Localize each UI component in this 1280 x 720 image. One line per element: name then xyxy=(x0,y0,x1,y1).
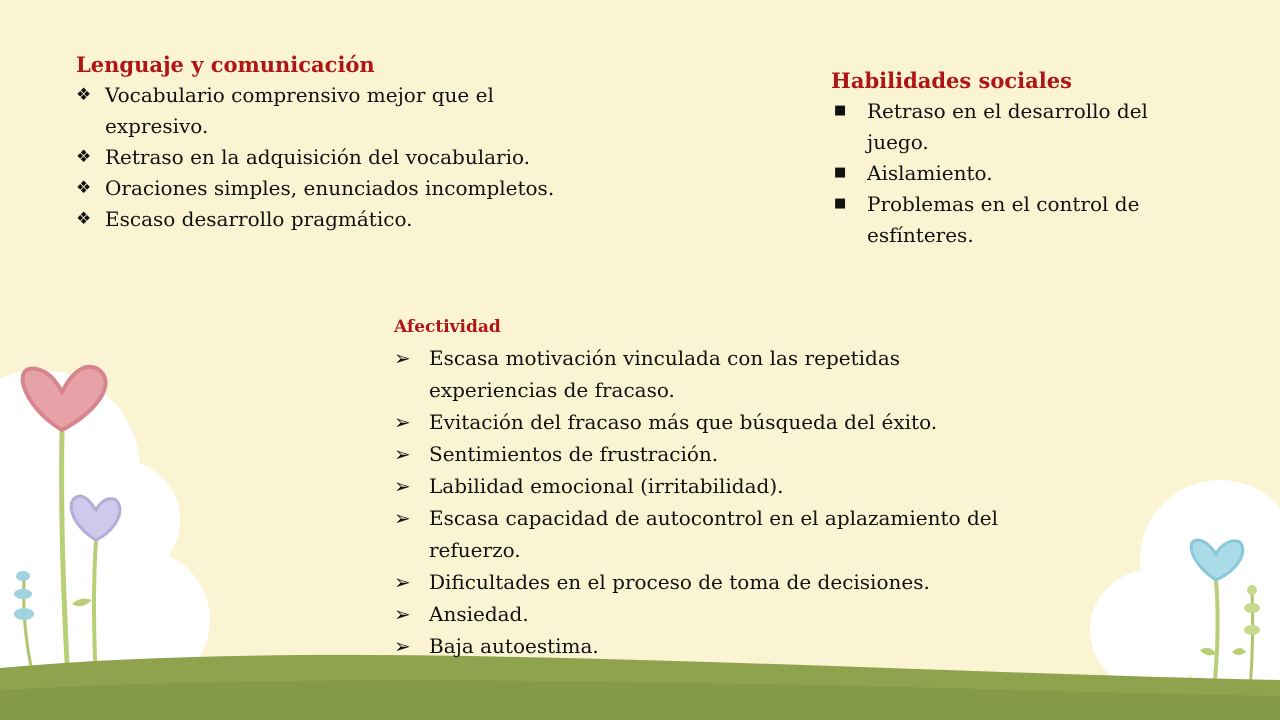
list-item: ➢ Escasa capacidad de autocontrol en el aplazamiento del refuerzo. xyxy=(394,502,1034,566)
arrow-bullet-icon: ➢ xyxy=(394,442,411,466)
afectividad-list xyxy=(394,342,1034,662)
list-item: ➢ Dificultades en el proceso de toma de decisiones. xyxy=(394,566,1034,598)
lenguaje-heading: Lenguaje y comunicación xyxy=(76,52,375,77)
arrow-bullet-icon: ➢ xyxy=(394,346,411,370)
list-item: ❖ Oraciones simples, enunciados incompletos. xyxy=(76,173,596,204)
square-bullet-icon: ■ xyxy=(834,165,847,180)
list-item: ❖ Retraso en la adquisición del vocabulario. xyxy=(76,142,596,173)
list-item: ■ Retraso en el desarrollo del juego. xyxy=(831,96,1211,158)
list-item: ➢ Ansiedad. xyxy=(394,598,1034,630)
list-item: ❖ Escaso desarrollo pragmático. xyxy=(76,204,596,235)
diamond-bullet-icon: ❖ xyxy=(76,178,92,198)
lenguaje-list xyxy=(76,80,596,235)
arrow-bullet-icon: ➢ xyxy=(394,634,411,658)
list-item: ■ Aislamiento. xyxy=(831,158,1211,189)
arrow-bullet-icon: ➢ xyxy=(394,506,411,530)
list-item: ➢ Labilidad emocional (irritabilidad). xyxy=(394,470,1034,502)
grass-hill xyxy=(0,655,1280,720)
diamond-bullet-icon: ❖ xyxy=(76,209,92,229)
arrow-bullet-icon: ➢ xyxy=(394,474,411,498)
diamond-bullet-icon: ❖ xyxy=(76,85,92,105)
sociales-heading: Habilidades sociales xyxy=(831,68,1072,93)
afectividad-section xyxy=(394,313,1034,662)
lenguaje-section xyxy=(76,49,596,235)
list-item: ➢ Baja autoestima. xyxy=(394,630,1034,662)
sociales-list xyxy=(831,96,1211,251)
square-bullet-icon: ■ xyxy=(834,103,847,118)
list-item: ➢ Escasa motivación vinculada con las repetidas experiencias de fracaso. xyxy=(394,342,1034,406)
diamond-bullet-icon: ❖ xyxy=(76,147,92,167)
afectividad-heading: Afectividad xyxy=(394,317,501,337)
arrow-bullet-icon: ➢ xyxy=(394,570,411,594)
sociales-section xyxy=(831,65,1211,251)
list-item: ■ Problemas en el control de esfínteres. xyxy=(831,189,1211,251)
square-bullet-icon: ■ xyxy=(834,196,847,211)
arrow-bullet-icon: ➢ xyxy=(394,602,411,626)
list-item: ❖ Vocabulario comprensivo mejor que el expresivo. xyxy=(76,80,596,142)
list-item: ➢ Evitación del fracaso más que búsqueda del éxito. xyxy=(394,406,1034,438)
list-item: ➢ Sentimientos de frustración. xyxy=(394,438,1034,470)
arrow-bullet-icon: ➢ xyxy=(394,410,411,434)
